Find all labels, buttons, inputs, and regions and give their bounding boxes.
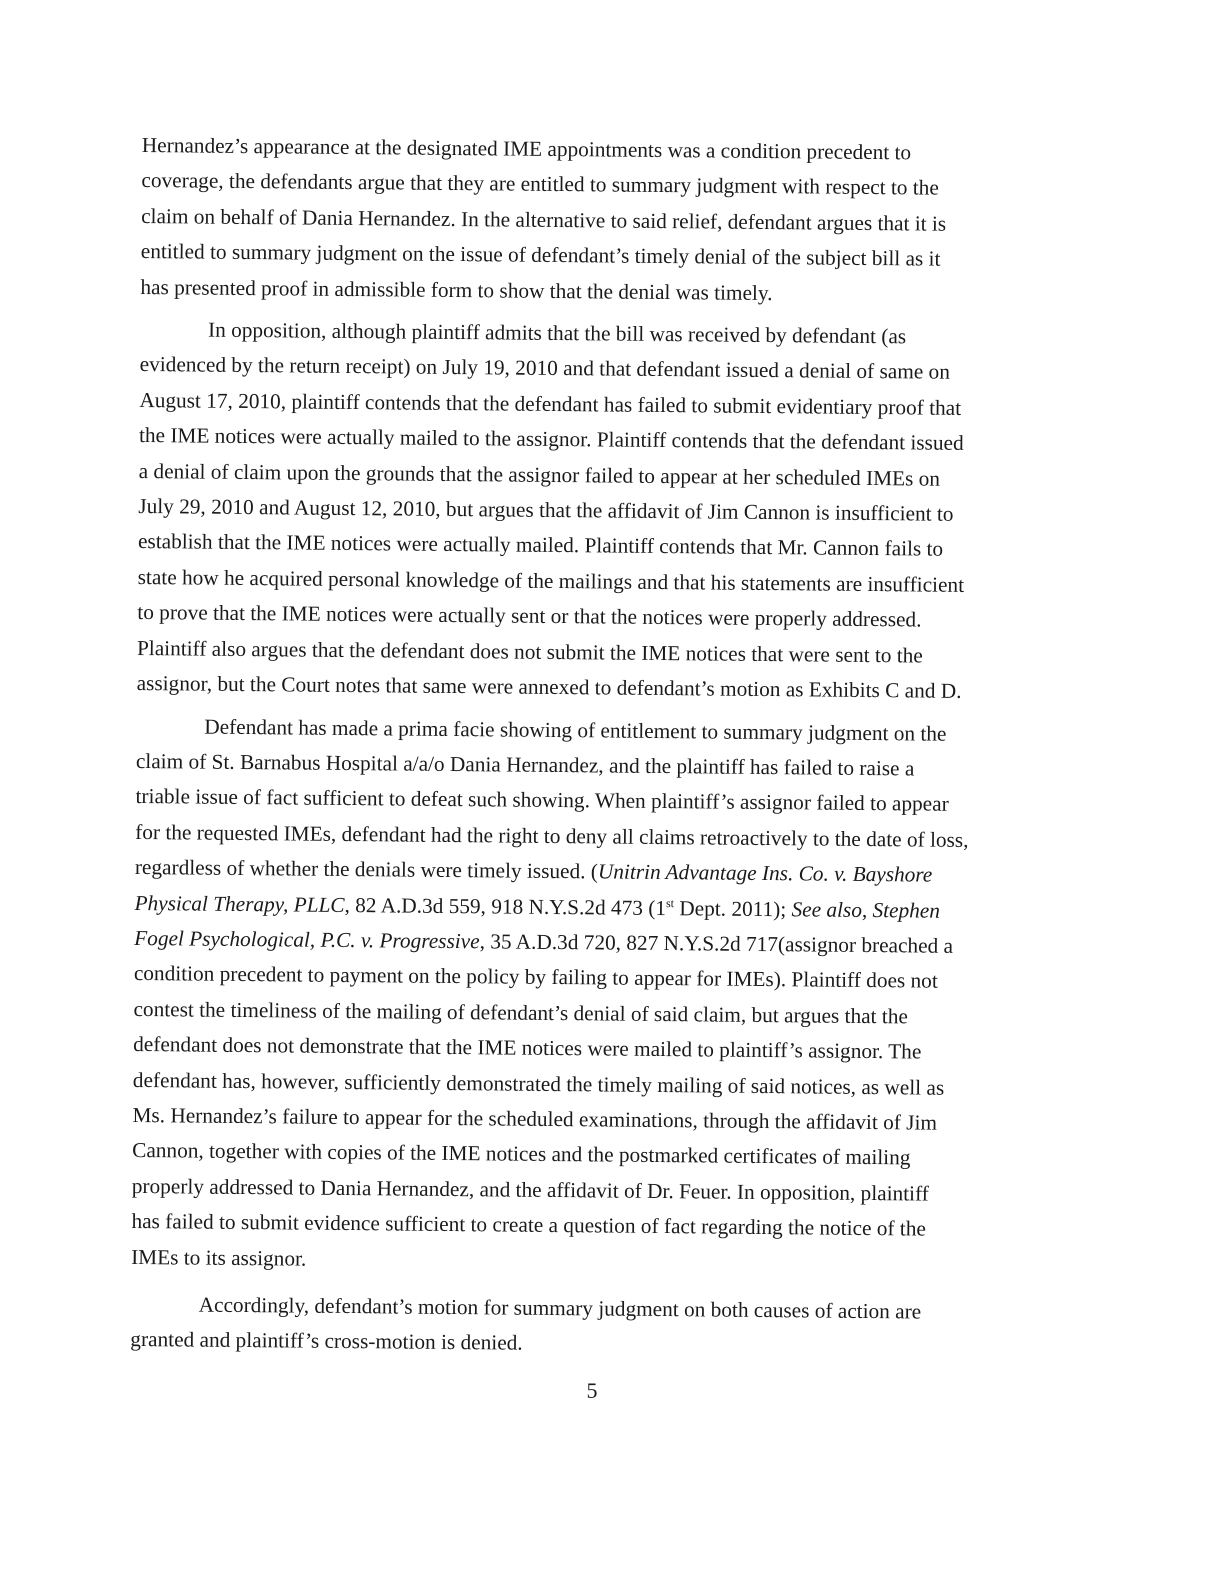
text-run: Dept. 2011); — [673, 895, 792, 921]
text-run: Cannon, together with copies of the IME notices and the postmarked certificates of mailing — [132, 1138, 911, 1170]
text-run: , 82 A.D.3d 559, 918 N.Y.S.2d 473 (1 — [344, 892, 667, 920]
text-run: Hernandez’s appearance at the designated IME appointments was a condition precedent to — [141, 132, 912, 165]
case-citation: Physical Therapy, PLLC — [134, 890, 345, 917]
text-run: Defendant has made a prima facie showing of entitlement to summary judgment on the — [204, 714, 947, 746]
case-citation: Fogel Psychological, P.C. v. Progressive — [134, 925, 480, 954]
text-run: triable issue of fact sufficient to defeat such showing. When plaintiff’s assignor failed to appear — [135, 784, 949, 817]
paragraph-indent — [140, 336, 208, 337]
text-run: granted and plaintiff’s cross-motion is denied. — [130, 1327, 523, 1356]
text-run: defendant does not demonstrate that the IME notices were mailed to plaintiff’s assignor. The — [133, 1032, 922, 1064]
text-run: properly addressed to Dania Hernandez, and the affidavit of Dr. Feuer. In opposition, plaintiff — [131, 1173, 929, 1206]
text-run: condition precedent to payment on the policy by failing to appear for IMEs). Plaintiff does not — [133, 961, 938, 994]
text-run: has failed to submit evidence sufficient to create a question of fact regarding the notice of the — [131, 1209, 926, 1241]
paragraph-indent — [136, 732, 204, 733]
text-run: establish that the IME notices were actually mailed. Plaintiff contends that Mr. Cannon fails to — [137, 529, 944, 562]
text-line — [130, 1322, 1065, 1366]
text-run: assignor, but the Court notes that same were annexed to defendant’s motion as Exhibits C and D. — [136, 671, 962, 703]
case-citation: Unitrin Advantage Ins. Co. v. Bayshore — [597, 859, 933, 887]
text-run: Plaintiff also argues that the defendant does not submit the IME notices that were sent to the — [136, 635, 923, 668]
text-run: defendant has, however, sufficiently demonstrated the timely mailing of said notices, as well as — [132, 1067, 945, 1100]
paragraph — [131, 708, 1071, 1283]
text-run: August 17, 2010, plaintiff contends that the defendant has failed to submit evidentiary proof that — [139, 387, 962, 420]
text-run: , 35 A.D.3d 720, 827 N.Y.S.2d 717(assignor breached a — [479, 929, 954, 958]
text-run: July 29, 2010 and August 12, 2010, but argues that the affidavit of Jim Cannon is insufficient to — [138, 494, 954, 526]
text-run: claim of St. Barnabus Hospital a/a/o Dania Hernandez, and the plaintiff has failed to raise a — [135, 748, 915, 781]
text-run: Ms. Hernandez’s failure to appear for the scheduled examinations, through the affidavit of Jim — [132, 1102, 938, 1135]
text-run: the IME notices were actually mailed to the assignor. Plaintiff contends that the defendant issued — [138, 423, 964, 456]
text-run: In opposition, although plaintiff admits that the bill was received by defendant (as — [207, 317, 907, 349]
text-run: a denial of claim upon the grounds that the assignor failed to appear at her scheduled IMEs on — [138, 458, 941, 491]
text-run: coverage, the defendants argue that they are entitled to summary judgment with respect to the — [141, 168, 939, 201]
document-body — [130, 128, 1077, 1367]
text-run: IMEs to its assignor. — [131, 1244, 307, 1271]
text-line — [131, 1240, 1066, 1284]
paragraph-indent — [131, 1311, 199, 1312]
paragraph — [140, 128, 1077, 314]
paragraph — [136, 312, 1075, 710]
text-run: state how he acquired personal knowledge of the mailings and that his statements are insufficient — [137, 564, 965, 597]
ordinal-superscript: st — [665, 895, 675, 910]
text-run: for the requested IMEs, defendant had the right to deny all claims retroactively to the date of loss, — [135, 819, 969, 852]
case-citation: See also, Stephen — [791, 896, 941, 923]
text-line — [136, 666, 1071, 710]
text-run: entitled to summary judgment on the issue of defendant’s timely denial of the subject bill as it — [140, 239, 941, 271]
text-run: Accordingly, defendant’s motion for summary judgment on both causes of action are — [198, 1292, 922, 1324]
text-run: claim on behalf of Dania Hernandez. In the alternative to said relief, defendant argues that it is — [141, 203, 947, 236]
page-number: 5 — [586, 1378, 598, 1403]
text-run: evidenced by the return receipt) on July 19, 2010 and that defendant issued a denial of same on — [139, 352, 951, 385]
paragraph — [130, 1287, 1066, 1367]
text-run: regardless of whether the denials were timely issued. ( — [134, 855, 599, 884]
text-run: contest the timeliness of the mailing of defendant’s denial of said claim, but argues that the — [133, 996, 909, 1029]
text-run: has presented proof in admissible form to show that the denial was timely. — [140, 274, 773, 305]
text-run: to prove that the IME notices were actually sent or that the notices were properly addressed. — [137, 600, 922, 632]
